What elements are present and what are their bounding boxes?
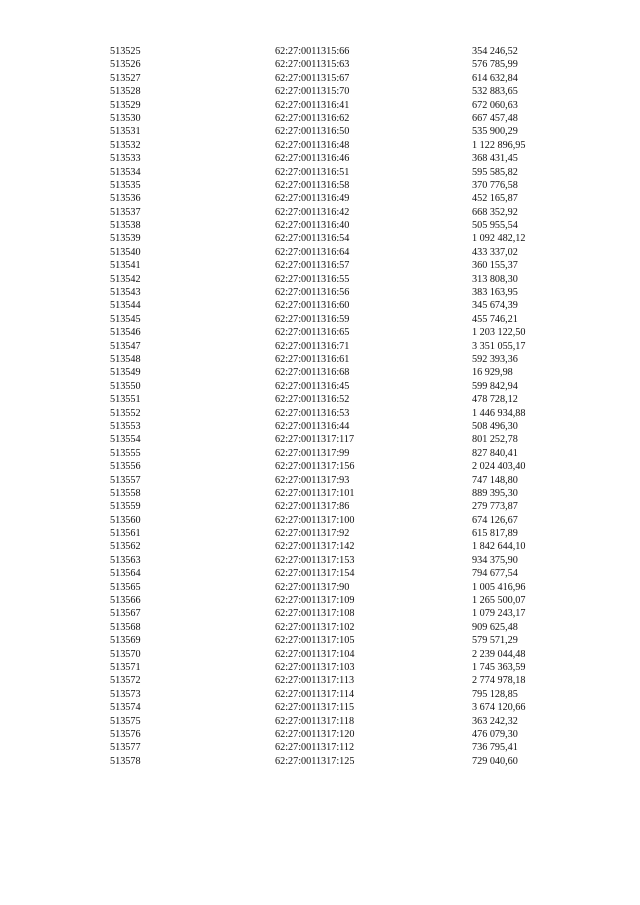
cadastral-value: 576 785,99 bbox=[472, 59, 518, 71]
table-row bbox=[110, 527, 580, 540]
row-number: 513569 bbox=[110, 635, 141, 647]
cadastral-value: 615 817,89 bbox=[472, 528, 518, 540]
cadastral-number: 62:27:0011316:71 bbox=[275, 340, 350, 352]
cadastral-number: 62:27:0011317:153 bbox=[275, 554, 355, 566]
table-row bbox=[110, 125, 580, 138]
row-number: 513555 bbox=[110, 447, 141, 459]
cadastral-number: 62:27:0011317:112 bbox=[275, 742, 355, 754]
cadastral-value: 1 446 934,88 bbox=[472, 407, 526, 419]
cadastral-number: 62:27:0011315:70 bbox=[275, 86, 350, 98]
cadastral-value: 672 060,63 bbox=[472, 99, 518, 111]
cadastral-number: 62:27:0011316:40 bbox=[275, 220, 350, 232]
row-number: 513568 bbox=[110, 621, 141, 633]
table-row bbox=[110, 380, 580, 393]
row-number: 513573 bbox=[110, 688, 141, 700]
table-row bbox=[110, 460, 580, 473]
cadastral-value: 433 337,02 bbox=[472, 246, 518, 258]
cadastral-value: 532 883,65 bbox=[472, 86, 518, 98]
row-number: 513576 bbox=[110, 728, 141, 740]
table-row bbox=[110, 259, 580, 272]
cadastral-number: 62:27:0011317:104 bbox=[275, 648, 355, 660]
cadastral-number: 62:27:0011316:64 bbox=[275, 246, 350, 258]
cadastral-number: 62:27:0011316:49 bbox=[275, 193, 350, 205]
row-number: 513562 bbox=[110, 541, 141, 553]
row-number: 513560 bbox=[110, 514, 141, 526]
cadastral-value: 599 842,94 bbox=[472, 380, 518, 392]
cadastral-value: 1 745 363,59 bbox=[472, 661, 526, 673]
cadastral-value: 579 571,29 bbox=[472, 635, 518, 647]
cadastral-value: 794 677,54 bbox=[472, 568, 518, 580]
row-number: 513565 bbox=[110, 581, 141, 593]
cadastral-number: 62:27:0011317:92 bbox=[275, 528, 350, 540]
row-number: 513577 bbox=[110, 742, 141, 754]
row-number: 513533 bbox=[110, 153, 141, 165]
row-number: 513543 bbox=[110, 287, 141, 299]
cadastral-number: 62:27:0011316:54 bbox=[275, 233, 350, 245]
cadastral-value: 595 585,82 bbox=[472, 166, 518, 178]
cadastral-number: 62:27:0011316:44 bbox=[275, 420, 350, 432]
cadastral-value: 668 352,92 bbox=[472, 206, 518, 218]
cadastral-number: 62:27:0011316:60 bbox=[275, 300, 350, 312]
cadastral-number: 62:27:0011316:48 bbox=[275, 139, 350, 151]
row-number: 513547 bbox=[110, 340, 141, 352]
table-row bbox=[110, 192, 580, 205]
row-number: 513531 bbox=[110, 126, 141, 138]
cadastral-value: 478 728,12 bbox=[472, 394, 518, 406]
row-number: 513563 bbox=[110, 554, 141, 566]
cadastral-value: 1 079 243,17 bbox=[472, 608, 526, 620]
row-number: 513558 bbox=[110, 487, 141, 499]
cadastral-value: 370 776,58 bbox=[472, 179, 518, 191]
table-row bbox=[110, 72, 580, 85]
cadastral-number: 62:27:0011317:100 bbox=[275, 514, 355, 526]
cadastral-value: 2 239 044,48 bbox=[472, 648, 526, 660]
table-row bbox=[110, 607, 580, 620]
row-number: 513574 bbox=[110, 702, 141, 714]
table-row bbox=[110, 219, 580, 232]
row-number: 513578 bbox=[110, 755, 141, 767]
cadastral-value: 827 840,41 bbox=[472, 447, 518, 459]
cadastral-number: 62:27:0011317:90 bbox=[275, 581, 350, 593]
row-number: 513554 bbox=[110, 434, 141, 446]
cadastral-number: 62:27:0011317:154 bbox=[275, 568, 355, 580]
table-row bbox=[110, 112, 580, 125]
row-number: 513535 bbox=[110, 179, 141, 191]
cadastral-value: 360 155,37 bbox=[472, 260, 518, 272]
cadastral-number: 62:27:0011317:101 bbox=[275, 487, 355, 499]
row-number: 513548 bbox=[110, 353, 141, 365]
cadastral-value: 345 674,39 bbox=[472, 300, 518, 312]
table-row bbox=[110, 487, 580, 500]
table-row bbox=[110, 621, 580, 634]
row-number: 513567 bbox=[110, 608, 141, 620]
row-number: 513538 bbox=[110, 220, 141, 232]
cadastral-value: 736 795,41 bbox=[472, 742, 518, 754]
cadastral-value: 279 773,87 bbox=[472, 501, 518, 513]
cadastral-number: 62:27:0011317:109 bbox=[275, 595, 355, 607]
table-row bbox=[110, 152, 580, 165]
table-row bbox=[110, 728, 580, 741]
table-row bbox=[110, 648, 580, 661]
table-row bbox=[110, 420, 580, 433]
table-row bbox=[110, 286, 580, 299]
row-number: 513549 bbox=[110, 367, 141, 379]
cadastral-number: 62:27:0011316:41 bbox=[275, 99, 350, 111]
cadastral-value: 354 246,52 bbox=[472, 46, 518, 57]
row-number: 513564 bbox=[110, 568, 141, 580]
row-number: 513529 bbox=[110, 99, 141, 111]
cadastral-value: 614 632,84 bbox=[472, 72, 518, 84]
table-row bbox=[110, 514, 580, 527]
cadastral-number: 62:27:0011317:113 bbox=[275, 675, 355, 687]
cadastral-value: 889 395,30 bbox=[472, 487, 518, 499]
cadastral-number: 62:27:0011316:52 bbox=[275, 394, 350, 406]
table-row bbox=[110, 688, 580, 701]
table-row bbox=[110, 741, 580, 754]
cadastral-value: 452 165,87 bbox=[472, 193, 518, 205]
table-row bbox=[110, 232, 580, 245]
table-row bbox=[110, 554, 580, 567]
cadastral-number: 62:27:0011317:142 bbox=[275, 541, 355, 553]
cadastral-value: 1 842 644,10 bbox=[472, 541, 526, 553]
table-row bbox=[110, 567, 580, 580]
cadastral-number: 62:27:0011317:120 bbox=[275, 728, 355, 740]
table-row bbox=[110, 179, 580, 192]
table-row bbox=[110, 674, 580, 687]
table-row bbox=[110, 99, 580, 112]
table-row bbox=[110, 299, 580, 312]
cadastral-value: 508 496,30 bbox=[472, 420, 518, 432]
cadastral-value: 592 393,36 bbox=[472, 353, 518, 365]
cadastral-number: 62:27:0011316:51 bbox=[275, 166, 350, 178]
row-number: 513540 bbox=[110, 246, 141, 258]
cadastral-value: 1 203 122,50 bbox=[472, 327, 526, 339]
row-number: 513546 bbox=[110, 327, 141, 339]
cadastral-number: 62:27:0011317:99 bbox=[275, 447, 350, 459]
cadastral-value: 801 252,78 bbox=[472, 434, 518, 446]
table-row bbox=[110, 755, 580, 768]
cadastral-value: 667 457,48 bbox=[472, 112, 518, 124]
cadastral-number: 62:27:0011316:53 bbox=[275, 407, 350, 419]
table-row bbox=[110, 393, 580, 406]
cadastral-number: 62:27:0011317:102 bbox=[275, 621, 355, 633]
cadastral-number: 62:27:0011316:55 bbox=[275, 273, 350, 285]
cadastral-value: 934 375,90 bbox=[472, 554, 518, 566]
cadastral-value: 674 126,67 bbox=[472, 514, 518, 526]
cadastral-number: 62:27:0011316:59 bbox=[275, 313, 350, 325]
table-row bbox=[110, 353, 580, 366]
table-row bbox=[110, 166, 580, 179]
table-row bbox=[110, 326, 580, 339]
cadastral-number: 62:27:0011317:117 bbox=[275, 434, 355, 446]
cadastral-value: 729 040,60 bbox=[472, 755, 518, 767]
cadastral-number: 62:27:0011317:156 bbox=[275, 461, 355, 473]
table-row bbox=[110, 433, 580, 446]
cadastral-number: 62:27:0011317:105 bbox=[275, 635, 355, 647]
table-row bbox=[110, 581, 580, 594]
row-number: 513525 bbox=[110, 46, 141, 57]
cadastral-value: 747 148,80 bbox=[472, 474, 518, 486]
row-number: 513526 bbox=[110, 59, 141, 71]
cadastral-number: 62:27:0011317:115 bbox=[275, 702, 355, 714]
cadastral-number: 62:27:0011316:46 bbox=[275, 153, 350, 165]
table-row bbox=[110, 246, 580, 259]
cadastral-value: 455 746,21 bbox=[472, 313, 518, 325]
row-number: 513566 bbox=[110, 595, 141, 607]
row-number: 513537 bbox=[110, 206, 141, 218]
table-row bbox=[110, 701, 580, 714]
cadastral-value: 1 265 500,07 bbox=[472, 595, 526, 607]
cadastral-number: 62:27:0011316:58 bbox=[275, 179, 350, 191]
row-number: 513557 bbox=[110, 474, 141, 486]
row-number: 513571 bbox=[110, 661, 141, 673]
cadastral-number: 62:27:0011316:45 bbox=[275, 380, 350, 392]
cadastral-number: 62:27:0011317:103 bbox=[275, 661, 355, 673]
cadastral-number: 62:27:0011316:65 bbox=[275, 327, 350, 339]
table-row bbox=[110, 206, 580, 219]
table-row bbox=[110, 45, 580, 58]
row-number: 513527 bbox=[110, 72, 141, 84]
table-row bbox=[110, 500, 580, 513]
table-row bbox=[110, 340, 580, 353]
cadastral-number: 62:27:0011316:68 bbox=[275, 367, 350, 379]
table-row bbox=[110, 594, 580, 607]
table-row bbox=[110, 474, 580, 487]
cadastral-number: 62:27:0011316:56 bbox=[275, 287, 350, 299]
cadastral-value: 476 079,30 bbox=[472, 728, 518, 740]
cadastral-value: 535 900,29 bbox=[472, 126, 518, 138]
cadastral-number: 62:27:0011317:125 bbox=[275, 755, 355, 767]
cadastral-value: 16 929,98 bbox=[472, 367, 513, 379]
cadastral-number: 62:27:0011317:86 bbox=[275, 501, 350, 513]
cadastral-number: 62:27:0011317:118 bbox=[275, 715, 355, 727]
row-number: 513530 bbox=[110, 112, 141, 124]
row-number: 513559 bbox=[110, 501, 141, 513]
cadastral-value-table bbox=[110, 45, 580, 768]
cadastral-value: 795 128,85 bbox=[472, 688, 518, 700]
cadastral-value: 1 005 416,96 bbox=[472, 581, 526, 593]
row-number: 513570 bbox=[110, 648, 141, 660]
row-number: 513561 bbox=[110, 528, 141, 540]
table-row bbox=[110, 540, 580, 553]
row-number: 513553 bbox=[110, 420, 141, 432]
table-row bbox=[110, 139, 580, 152]
table-row bbox=[110, 85, 580, 98]
row-number: 513542 bbox=[110, 273, 141, 285]
row-number: 513539 bbox=[110, 233, 141, 245]
cadastral-value: 505 955,54 bbox=[472, 220, 518, 232]
cadastral-number: 62:27:0011317:108 bbox=[275, 608, 355, 620]
row-number: 513575 bbox=[110, 715, 141, 727]
cadastral-value: 3 351 055,17 bbox=[472, 340, 526, 352]
cadastral-number: 62:27:0011316:62 bbox=[275, 112, 350, 124]
row-number: 513544 bbox=[110, 300, 141, 312]
cadastral-number: 62:27:0011316:42 bbox=[275, 206, 350, 218]
cadastral-number: 62:27:0011316:61 bbox=[275, 353, 350, 365]
cadastral-value: 3 674 120,66 bbox=[472, 702, 526, 714]
cadastral-value: 368 431,45 bbox=[472, 153, 518, 165]
cadastral-value: 383 163,95 bbox=[472, 287, 518, 299]
cadastral-number: 62:27:0011317:114 bbox=[275, 688, 355, 700]
row-number: 513532 bbox=[110, 139, 141, 151]
table-row bbox=[110, 313, 580, 326]
cadastral-value: 2 024 403,40 bbox=[472, 461, 526, 473]
table-row bbox=[110, 273, 580, 286]
table-row bbox=[110, 715, 580, 728]
cadastral-number: 62:27:0011315:67 bbox=[275, 72, 350, 84]
table-row bbox=[110, 634, 580, 647]
cadastral-number: 62:27:0011315:66 bbox=[275, 46, 350, 57]
table-row bbox=[110, 366, 580, 379]
cadastral-value: 909 625,48 bbox=[472, 621, 518, 633]
row-number: 513551 bbox=[110, 394, 141, 406]
row-number: 513534 bbox=[110, 166, 141, 178]
row-number: 513550 bbox=[110, 380, 141, 392]
row-number: 513556 bbox=[110, 461, 141, 473]
cadastral-value: 1 122 896,95 bbox=[472, 139, 526, 151]
table-row bbox=[110, 661, 580, 674]
cadastral-number: 62:27:0011317:93 bbox=[275, 474, 350, 486]
row-number: 513552 bbox=[110, 407, 141, 419]
table-row bbox=[110, 407, 580, 420]
row-number: 513541 bbox=[110, 260, 141, 272]
cadastral-number: 62:27:0011315:63 bbox=[275, 59, 350, 71]
row-number: 513528 bbox=[110, 86, 141, 98]
cadastral-number: 62:27:0011316:50 bbox=[275, 126, 350, 138]
cadastral-value: 363 242,32 bbox=[472, 715, 518, 727]
row-number: 513536 bbox=[110, 193, 141, 205]
row-number: 513572 bbox=[110, 675, 141, 687]
cadastral-value: 2 774 978,18 bbox=[472, 675, 526, 687]
table-row bbox=[110, 447, 580, 460]
cadastral-number: 62:27:0011316:57 bbox=[275, 260, 350, 272]
row-number: 513545 bbox=[110, 313, 141, 325]
table-row bbox=[110, 58, 580, 71]
cadastral-value: 313 808,30 bbox=[472, 273, 518, 285]
cadastral-value: 1 092 482,12 bbox=[472, 233, 526, 245]
